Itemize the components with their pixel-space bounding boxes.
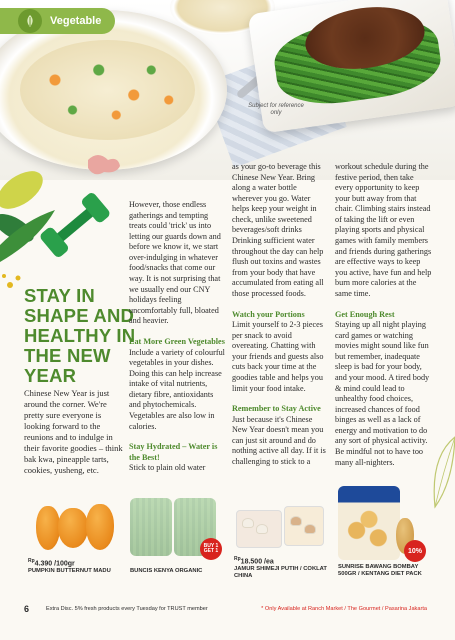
leaf-illustration	[0, 164, 49, 217]
discount-badge: 10%	[404, 540, 426, 562]
cloud-icon	[88, 155, 120, 174]
article-heading: STAY IN SHAPE AND HEALTHY IN THE NEW YEAR	[24, 285, 136, 386]
product-onion-potato[interactable]	[336, 498, 436, 578]
page-number: 6	[24, 604, 30, 614]
paragraph: Limit yourself to 2-3 pieces per snack to avoid overeating. Chatting with your friends and guests also cuts back your time at the goodies table and helps you limit your food intake.	[232, 320, 324, 393]
paragraph: Staying up all night playing card games or watching movies might sound like fun but remember, inadequate sleep is bad for your body, and your mood. A tired body & mind could lead to unhealthy food choices, increased chances of food binges as well as a lack of energy and motivation to do any sort of physical activity. Be mindful not to have too many all-nighters.	[335, 320, 430, 467]
pumpkin-image	[86, 504, 114, 550]
product-name: PUMPKIN BUTTERNUT MADU	[28, 568, 111, 574]
paragraph: as your go-to beverage this Chinese New Year. Bring along a water bottle wherever you go. Water helps keep your weight in check, unlike sweetened beverages/soft drinks Drinking sufficient water throughout the day can help flush out toxins and wastes from your body that have accumulated from eating all those processed foods.	[232, 162, 324, 298]
promo-badge: BUY 1 GET 1	[200, 538, 222, 560]
subheading: Eat More Green Vegetables	[129, 336, 225, 346]
availability-note: * Only Available at Ranch Market / The Gourmet / Pasarina Jakarta	[261, 606, 427, 612]
dumbbell-icon	[39, 191, 112, 259]
product-strip	[0, 498, 455, 608]
flower-icon	[2, 274, 21, 288]
subheading: Get Enough Rest	[335, 309, 395, 319]
article-column-3	[335, 162, 433, 478]
page-footer	[0, 604, 455, 620]
subheading: Watch your Portions	[232, 309, 305, 319]
article-intro: Chinese New Year is just around the corner. We're pretty sure everyone is looking forward to the reunions and to indulge in their favorite goodies – think bak kwa, pineapple tarts, cookies, yusheng, etc.	[24, 388, 123, 476]
subheading: Stay Hydrated – Water is the Best!	[129, 442, 218, 462]
product-shimeji-mushroom[interactable]	[232, 498, 332, 578]
product-name: BUNCIS KENYA ORGANIC	[130, 568, 203, 574]
article-column-2	[232, 162, 327, 478]
vegetable-salad	[20, 40, 195, 140]
onion-bag-image	[338, 486, 400, 560]
product-name: JAMUR SHIMEJI PUTIH / COKLAT CHINA	[234, 566, 327, 580]
paragraph: workout schedule during the festive period, then take every opportunity to keep your butt away from that chair. Climbing stairs instead of taking the lift or even playing sports and physical games with family members and friends during gatherings are effective ways to keep you active, have fun and help burn more calories at the same time.	[335, 162, 432, 298]
pumpkin-image	[36, 506, 60, 550]
article-column-1	[129, 200, 227, 484]
paragraph: Stick to plain old water	[129, 463, 206, 473]
section-tab-label: Vegetable	[50, 15, 102, 27]
product-price: $^{Rp}$18.500 /ea	[234, 556, 274, 566]
green-beans-pack-image	[130, 498, 172, 556]
section-tab	[0, 8, 115, 34]
paragraph: However, those endless gatherings and tempting treats could 'trick' us into letting our guards down and before we know it, we start over-indulging in whatever food/snacks that come our way. It is not surprising that we usually end our CNY holidays feeling uncomfortably full, bloated and heavier.	[129, 200, 221, 326]
subheading: Remember to Stay Active	[232, 404, 321, 414]
product-price: $^{Rp}$4.390 /100gr	[28, 558, 75, 568]
vegetable-icon	[18, 9, 42, 33]
member-disclaimer: Extra Disc. 5% fresh products every Tuesday for TRUST member	[46, 606, 208, 612]
product-pumpkin[interactable]	[24, 498, 124, 578]
paragraph: Include a variety of colourful vegetables in your dishes. Doing this can help increase intake of vital nutrients, dietary fibre, antioxidants and phytochemicals. Vegetables are also low in calories.	[129, 347, 225, 431]
product-green-beans[interactable]	[128, 498, 228, 578]
reference-note: Subject for reference only	[248, 103, 304, 117]
paragraph: Just because it's Chinese New Year doesn't mean you can just sit around and do nothing active all day. If it is challenging to stick to a	[232, 414, 326, 467]
product-name: SUNRISE BAWANG BOMBAY 500GR / KENTANG DIET PACK	[338, 564, 422, 578]
fitness-decoration	[0, 150, 125, 300]
pumpkin-image	[58, 508, 88, 548]
